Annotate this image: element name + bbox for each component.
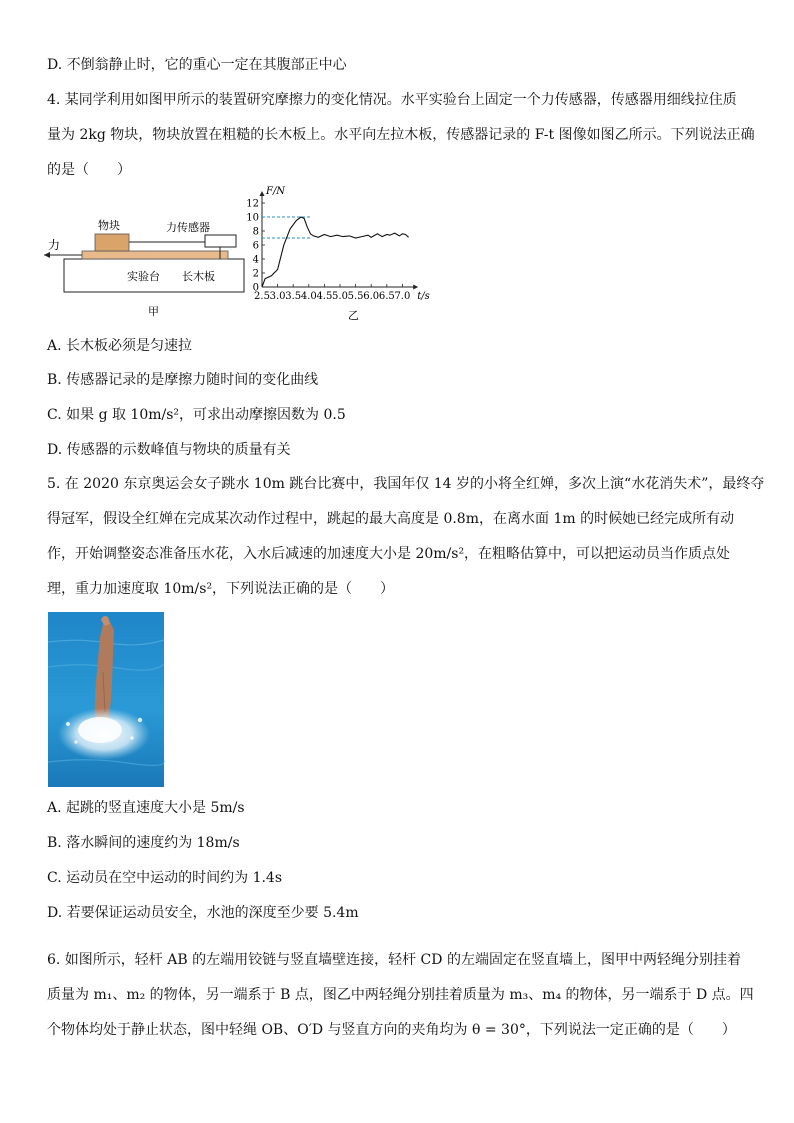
q4-stem-line1: 4. 某同学利用如图甲所示的装置研究摩擦力的变化情况。水平实验台上固定一个力传感器，传感器用细线拉住质 xyxy=(47,92,737,108)
diver-photo xyxy=(48,612,164,787)
chart-series xyxy=(262,217,409,287)
q6-stem-line2: 质量为 m₁、m₂ 的物体，另一端系于 B 点，图乙中两轻绳分别挂着质量为 m₃、m₄ 的物体，另一端系于 D 点。四 xyxy=(47,987,754,1003)
y-tick-label: 6 xyxy=(252,240,259,252)
x-tick-label: 5.0 xyxy=(332,291,348,302)
q4-option-b: B. 传感器记录的是摩擦力随时间的变化曲线 xyxy=(47,372,319,388)
q5-option-a: A. 起跳的竖直速度大小是 5m/s xyxy=(47,800,245,816)
y-tick-label: 8 xyxy=(252,226,259,238)
q5-option-c: C. 运动员在空中运动的时间约为 1.4s xyxy=(47,870,283,886)
block xyxy=(95,234,129,251)
label-block: 物块 xyxy=(98,219,120,232)
x-tick-label: 3.5 xyxy=(285,291,302,302)
x-tick-label: 6.0 xyxy=(363,291,380,302)
x-tick-label: 5.5 xyxy=(347,291,364,302)
caption-yi: 乙 xyxy=(348,309,359,322)
chart-ticks xyxy=(246,199,410,303)
q4-option-a: A. 长木板必须是匀速拉 xyxy=(47,338,193,354)
y-tick-label: 2 xyxy=(252,268,259,280)
chart-xlabel: t/s xyxy=(417,291,430,302)
x-tick-label: 3.0 xyxy=(269,291,286,302)
chart-ylabel: F/N xyxy=(266,186,286,197)
x-axis-arrow xyxy=(413,285,418,290)
q4-stem-line2: 量为 2kg 物块，物块放置在粗糙的长木板上。水平向左拉木板，传感器记录的 F-t 图像如图乙所示。下列说法正确 xyxy=(47,127,755,143)
x-tick-label: 6.5 xyxy=(378,291,395,302)
label-sensor: 力传感器 xyxy=(166,221,210,234)
label-board: 长木板 xyxy=(182,270,215,283)
label-force: 力 xyxy=(48,238,61,252)
q6-stem-line3: 个物体均处于静止状态，图中轻绳 OB、O′D 与竖直方向的夹角均为 θ = 30°，下列说法一定正确的是（ ） xyxy=(47,1022,736,1038)
y-tick-label: 12 xyxy=(246,198,259,210)
label-table: 实验台 xyxy=(127,270,160,283)
q5-stem-line4: 理，重力加速度取 10m/s²，下列说法正确的是（ ） xyxy=(47,581,395,597)
force-sensor xyxy=(205,235,236,247)
x-tick-label: 2.5 xyxy=(254,291,270,302)
q5-stem-line2: 得冠军，假设全红婵在完成某次动作过程中，跳起的最大高度是 0.8m，在离水面 1m 的时候她已经完成所有动 xyxy=(47,511,735,527)
q4-option-d: D. 传感器的示数峰值与物块的质量有关 xyxy=(47,442,291,458)
long-board xyxy=(82,251,228,259)
ft-chart xyxy=(246,186,468,324)
chart-axes xyxy=(260,191,419,290)
q4-option-c: C. 如果 g 取 10m/s²，可求出动摩擦因数为 0.5 xyxy=(47,407,346,423)
q5-stem-line1: 5. 在 2020 东京奥运会女子跳水 10m 跳台比赛中，我国年仅 14 岁的小将全红婵，多次上演“水花消失术”，最终夺 xyxy=(47,476,765,492)
q5-option-d: D. 若要保证运动员安全，水池的深度至少要 5.4m xyxy=(47,905,359,921)
y-tick-label: 0 xyxy=(252,282,259,294)
q6-stem-line1: 6. 如图所示，轻杆 AB 的左端用铰链与竖直墙壁连接，轻杆 CD 的左端固定在竖直墙上，图甲中两轻绳分别挂着 xyxy=(47,952,741,968)
q4-stem-line3: 的是（ ） xyxy=(47,162,131,178)
y-axis-arrow xyxy=(260,191,265,196)
chart-reference-lines xyxy=(262,217,310,238)
x-tick-label: 7.0 xyxy=(394,291,411,302)
force-curve xyxy=(262,217,409,287)
y-tick-label: 4 xyxy=(252,254,259,266)
x-tick-label: 4.0 xyxy=(300,291,317,302)
x-tick-label: 4.5 xyxy=(316,291,333,302)
apparatus-diagram xyxy=(44,212,250,326)
q5-option-b: B. 落水瞬间的速度约为 18m/s xyxy=(47,835,240,851)
q3-option-d: D. 不倒翁静止时，它的重心一定在其腹部正中心 xyxy=(47,57,347,73)
y-tick-label: 10 xyxy=(246,212,259,224)
q5-stem-line3: 作，开始调整姿态准备压水花，入水后减速的加速度大小是 20m/s²，在粗略估算中，可以把运动员当作质点处 xyxy=(47,546,731,562)
caption-jia: 甲 xyxy=(148,305,159,318)
